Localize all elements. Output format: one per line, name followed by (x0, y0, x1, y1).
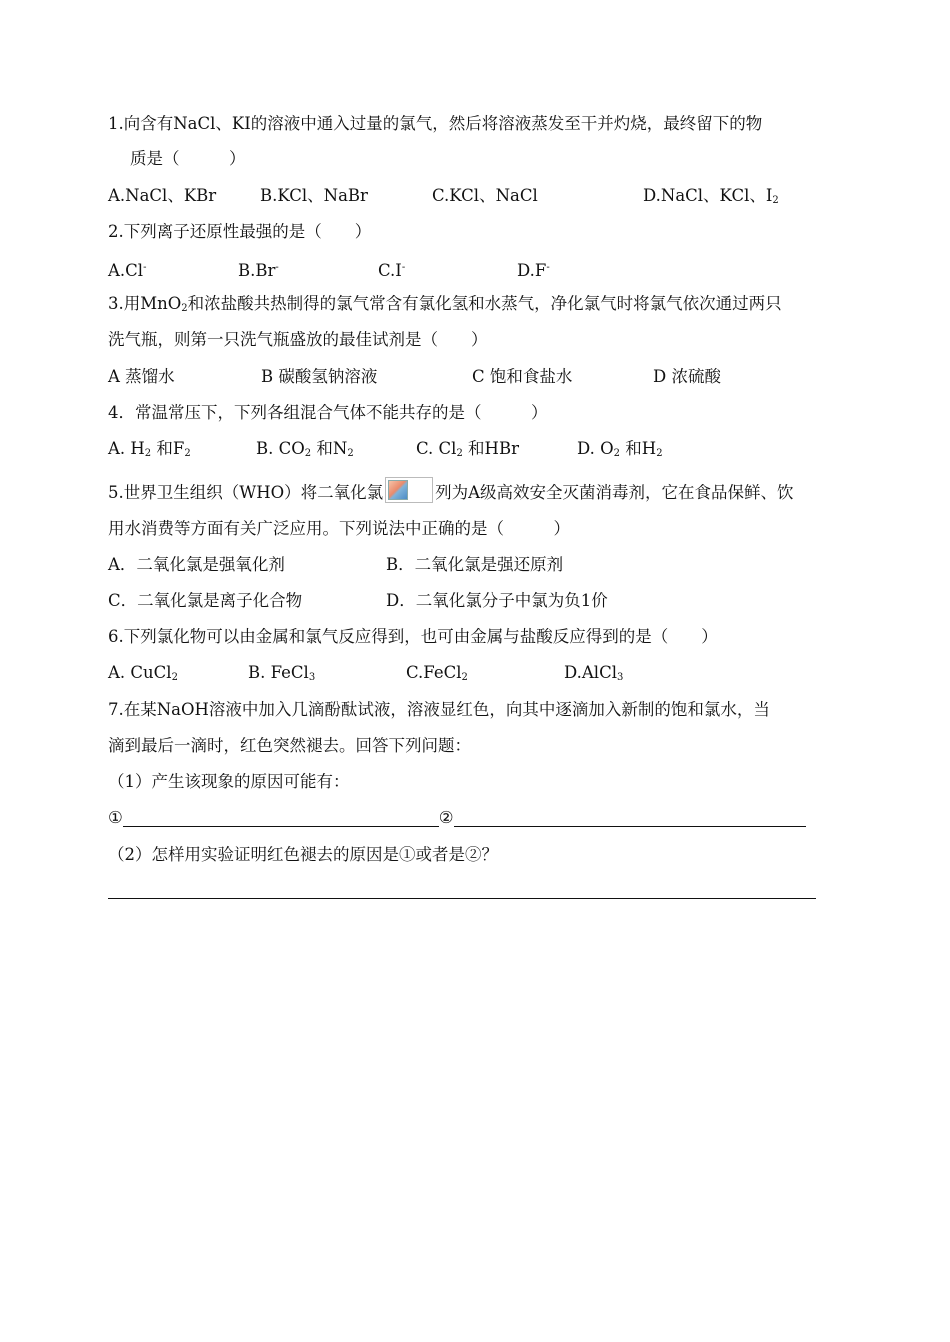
q7-sub-question-2: （2）怎样用实验证明红色褪去的原因是①或者是②？ (108, 845, 498, 864)
q3-option-a: A 蒸馏水 (108, 367, 175, 386)
q4-option-c: C. $Cl_2$ 和HBr (416, 439, 519, 459)
q3-stem-line1: 3.用MnO$_2$和浓盐酸共热制得的氯气常含有氯化氢和水蒸气，净化氯气时将氯气依次通过两只 (108, 294, 782, 314)
q5-option-b: B．二氧化氯是强还原剂 (386, 555, 564, 574)
q7-blank1-label: ① (108, 808, 123, 827)
q4-option-a: A. $H_2$ 和$F_2$ (108, 439, 191, 459)
q7-stem-line2: 滴到最后一滴时，红色突然褪去。回答下列问题： (108, 736, 471, 755)
q2-option-c: C.I- (378, 261, 406, 280)
broken-image-icon (385, 477, 433, 503)
q2-option-a: A.Cl- (108, 261, 147, 280)
q4-option-b: B. $CO_2$ 和$N_2$ (256, 439, 354, 459)
q7-blank1-line[interactable] (123, 808, 439, 827)
q1-option-b: B.KCl、NaBr (260, 186, 368, 205)
q1-option-c: C.KCl、NaCl (432, 186, 538, 205)
q7-blank2-label: ② (438, 808, 454, 827)
q3-option-c: C 饱和食盐水 (472, 367, 573, 386)
q4-option-d: D. $O_2$ 和$H_2$ (577, 439, 663, 459)
q5-option-c: C．二氧化氯是离子化合物 (108, 591, 303, 610)
q7-answer-blanks (108, 806, 818, 830)
q6-option-b: B. FeCl$_3$ (248, 663, 316, 683)
q7-answer-line[interactable] (108, 898, 816, 899)
q3-option-d: D 浓硫酸 (653, 367, 721, 386)
q1-stem-line2: 质是（ ） (130, 149, 246, 168)
q7-stem-line1: 7.在某NaOH溶液中加入几滴酚酞试液，溶液显红色，向其中逐滴加入新制的饱和氯水，当 (108, 700, 770, 719)
q5-stem-line1: 5.世界卫生组织（WHO）将二氧化氯 列为A级高效安全灭菌消毒剂，它在食品保鲜、饮 (108, 477, 794, 505)
q1-option-a: A.NaCl、KBr (108, 186, 217, 205)
q1-stem-line1: 1.向含有NaCl、KI的溶液中通入过量的氯气，然后将溶液蒸发至干并灼烧，最终留下的物 (108, 114, 763, 133)
q7-sub-question-1: （1）产生该现象的原因可能有： (108, 772, 350, 791)
q1-option-d: D.NaCl、KCl、$I_2$ (643, 186, 779, 206)
q3-option-b: B 碳酸氢钠溶液 (261, 367, 378, 386)
q4-stem: 4．常温常压下，下列各组混合气体不能共存的是（ ） (108, 403, 548, 422)
q6-option-d: D.AlCl$_3$ (564, 663, 624, 683)
q5-option-d: D．二氧化氯分子中氯为负1价 (386, 591, 608, 610)
q2-option-b: B.Br- (238, 261, 279, 280)
q5-option-a: A．二氧化氯是强氧化剂 (108, 555, 285, 574)
q6-stem: 6.下列氯化物可以由金属和氯气反应得到，也可由金属与盐酸反应得到的是（ ） (108, 627, 718, 646)
q3-stem-line2: 洗气瓶，则第一只洗气瓶盛放的最佳试剂是（ ） (108, 330, 488, 349)
q6-option-c: C.FeCl$_2$ (406, 663, 468, 683)
q7-blank2-line[interactable] (454, 808, 806, 827)
q2-option-d: D.F- (517, 261, 550, 280)
q6-option-a: A. CuCl$_2$ (108, 663, 178, 683)
q2-stem: 2.下列离子还原性最强的是（ ） (108, 222, 372, 241)
q5-stem-line2: 用水消费等方面有关广泛应用。下列说法中正确的是（ ） (108, 519, 570, 538)
